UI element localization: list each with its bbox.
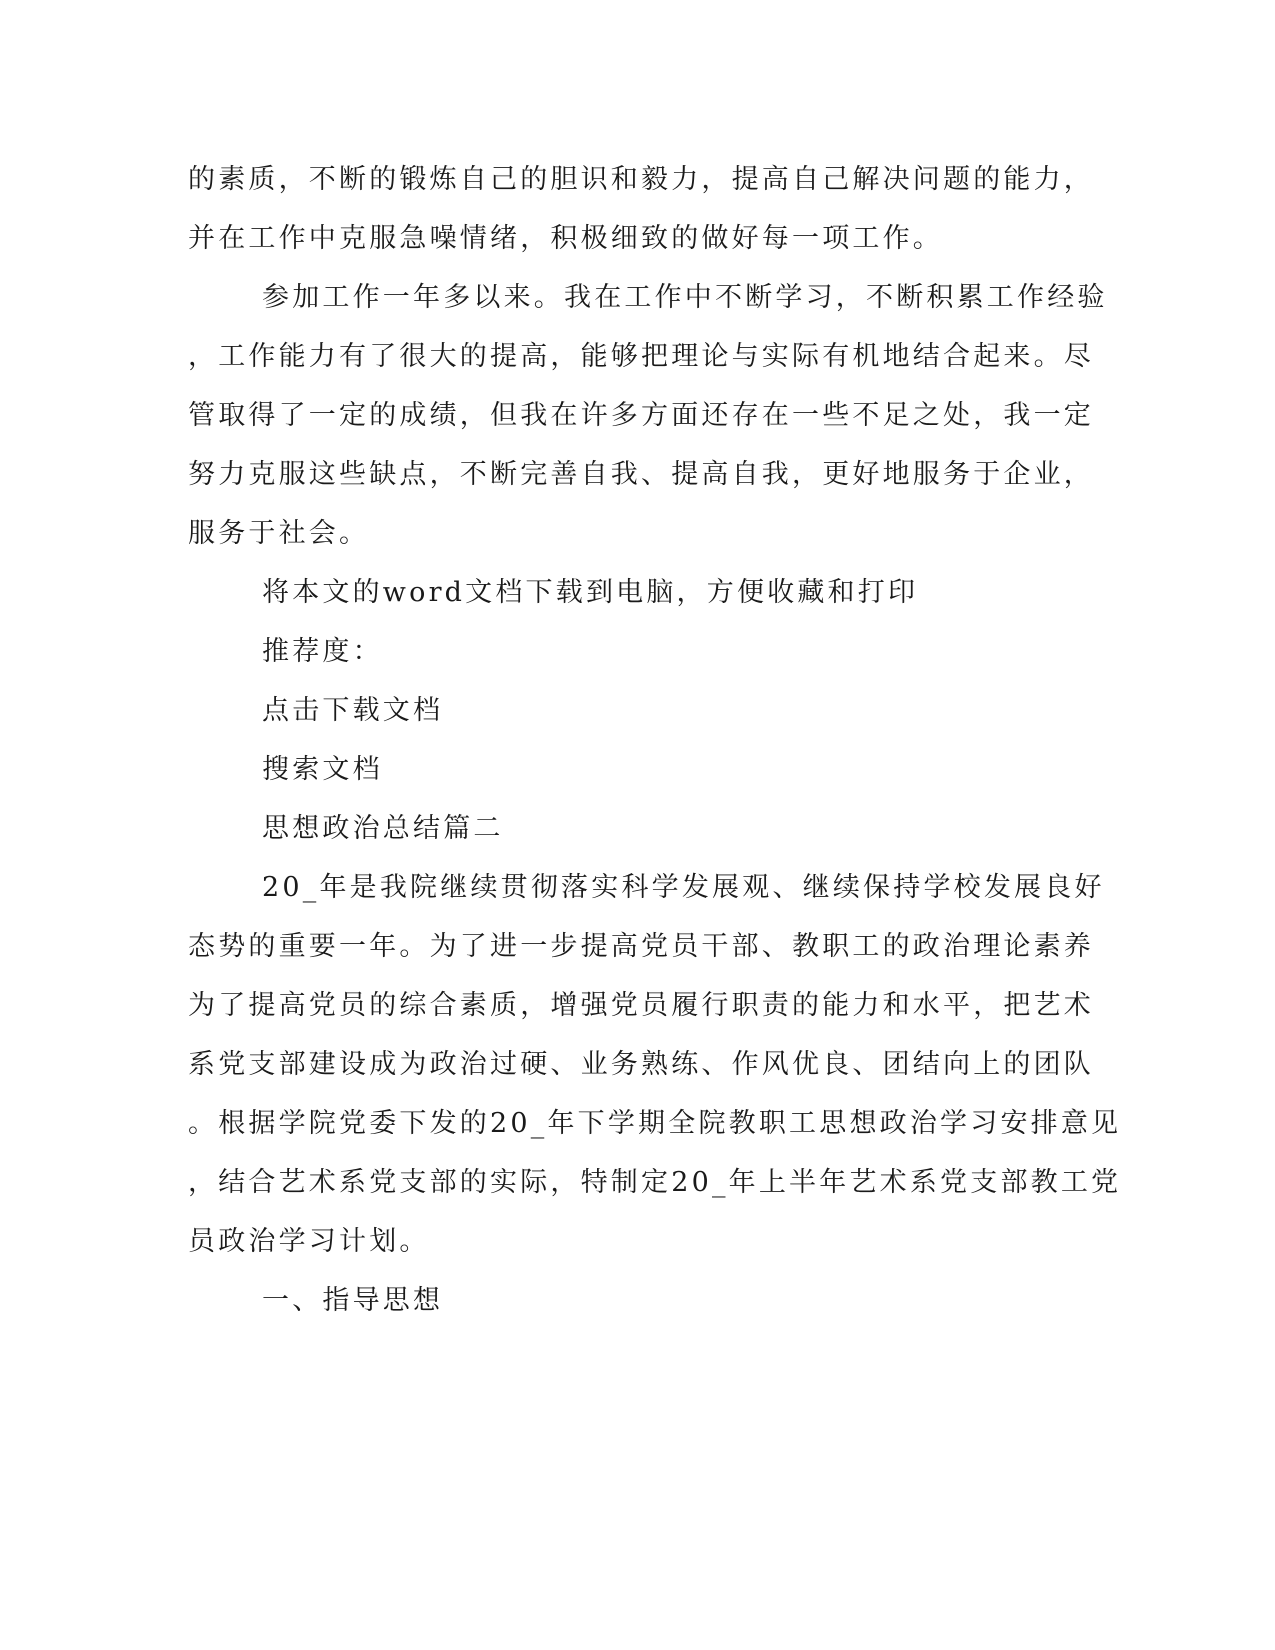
paragraph-line: 并在工作中克服急噪情绪，积极细致的做好每一项工作。 xyxy=(188,223,943,254)
download-note: 将本文的word文档下载到电脑，方便收藏和打印 xyxy=(262,577,919,608)
paragraph-line: 。根据学院党委下发的20_年下学期全院教职工思想政治学习安排意见 xyxy=(188,1108,1122,1139)
paragraph-line: 参加工作一年多以来。我在工作中不断学习，不断积累工作经验 xyxy=(262,282,1108,313)
search-document-link: 搜索文档 xyxy=(262,754,383,785)
section-title: 思想政治总结篇二 xyxy=(262,813,504,844)
paragraph-line: 系党支部建设成为政治过硬、业务熟练、作风优良、团结向上的团队 xyxy=(188,1049,1094,1080)
paragraph-line: 员政治学习计划。 xyxy=(188,1226,430,1257)
paragraph-line: 的素质，不断的锻炼自己的胆识和毅力，提高自己解决问题的能力， xyxy=(188,164,1094,195)
paragraph-line: ，结合艺术系党支部的实际，特制定20_年上半年艺术系党支部教工党 xyxy=(188,1167,1122,1198)
paragraph-line: 态势的重要一年。为了进一步提高党员干部、教职工的政治理论素养 xyxy=(188,931,1094,962)
paragraph-line: 为了提高党员的综合素质，增强党员履行职责的能力和水平，把艺术 xyxy=(188,990,1094,1021)
paragraph-line: 20_年是我院继续贯彻落实科学发展观、继续保持学校发展良好 xyxy=(262,872,1105,903)
paragraph-line: 服务于社会。 xyxy=(188,518,370,549)
paragraph-line: ，工作能力有了很大的提高，能够把理论与实际有机地结合起来。尽 xyxy=(188,341,1094,372)
paragraph-line: 管取得了一定的成绩，但我在许多方面还存在一些不足之处，我一定 xyxy=(188,400,1094,431)
download-document-link: 点击下载文档 xyxy=(262,695,444,726)
paragraph-line: 努力克服这些缺点，不断完善自我、提高自我，更好地服务于企业， xyxy=(188,459,1094,490)
section-heading: 一、指导思想 xyxy=(262,1285,444,1316)
recommendation-label: 推荐度： xyxy=(262,636,383,667)
